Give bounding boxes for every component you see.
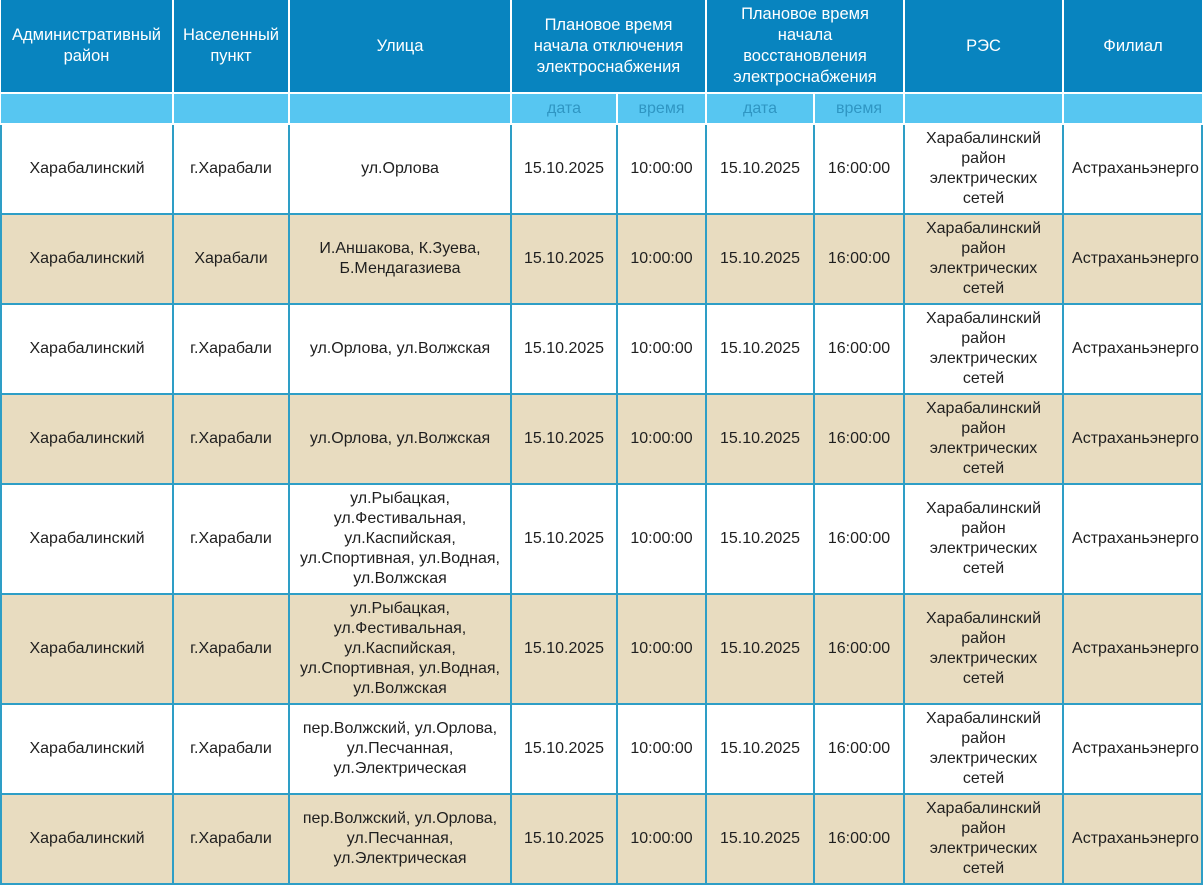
col-header-res: РЭС [904,0,1063,93]
cell-restore-date: 15.10.2025 [706,484,814,594]
cell-outage-time: 10:00:00 [617,214,706,304]
cell-admin-district: Харабалинский [1,124,173,214]
cell-admin-district: Харабалинский [1,484,173,594]
cell-restore-date: 15.10.2025 [706,394,814,484]
subheader-spacer-res [904,93,1063,124]
cell-street: ул.Рыбацкая, ул.Фестивальная, ул.Каспийская, ул.Спортивная, ул.Водная, ул.Волжская [289,594,511,704]
cell-restore-date: 15.10.2025 [706,124,814,214]
cell-restore-time: 16:00:00 [814,704,904,794]
cell-settlement: Харабали [173,214,289,304]
cell-restore-date: 15.10.2025 [706,794,814,884]
cell-branch: Астраханьэнерго [1063,594,1202,704]
cell-street: ул.Орлова, ул.Волжская [289,394,511,484]
col-header-branch: Филиал [1063,0,1202,93]
cell-res: Харабалинский район электрических сетей [904,704,1063,794]
cell-outage-time: 10:00:00 [617,594,706,704]
cell-outage-date: 15.10.2025 [511,124,617,214]
cell-admin-district: Харабалинский [1,304,173,394]
cell-restore-date: 15.10.2025 [706,214,814,304]
cell-settlement: г.Харабали [173,704,289,794]
cell-restore-date: 15.10.2025 [706,594,814,704]
cell-outage-date: 15.10.2025 [511,704,617,794]
subheader-spacer-settlement [173,93,289,124]
header-row-sub [1,93,1202,124]
cell-res: Харабалинский район электрических сетей [904,304,1063,394]
cell-res: Харабалинский район электрических сетей [904,794,1063,884]
cell-street: ул.Рыбацкая, ул.Фестивальная, ул.Каспийская, ул.Спортивная, ул.Водная, ул.Волжская [289,484,511,594]
table-row [1,594,1202,704]
cell-outage-date: 15.10.2025 [511,484,617,594]
cell-branch: Астраханьэнерго [1063,214,1202,304]
cell-restore-time: 16:00:00 [814,124,904,214]
cell-outage-time: 10:00:00 [617,484,706,594]
cell-restore-time: 16:00:00 [814,594,904,704]
cell-outage-time: 10:00:00 [617,794,706,884]
cell-settlement: г.Харабали [173,594,289,704]
cell-street: И.Аншакова, К.Зуева, Б.Мендагазиева [289,214,511,304]
cell-outage-date: 15.10.2025 [511,594,617,704]
subheader-spacer-admin [1,93,173,124]
cell-admin-district: Харабалинский [1,794,173,884]
col-header-admin-district: Административный район [1,0,173,93]
subheader-spacer-branch [1063,93,1202,124]
subheader-restore-date: дата [706,93,814,124]
cell-res: Харабалинский район электрических сетей [904,124,1063,214]
cell-restore-time: 16:00:00 [814,794,904,884]
cell-settlement: г.Харабали [173,124,289,214]
cell-branch: Астраханьэнерго [1063,124,1202,214]
col-header-outage-start: Плановое время начала отключения электроснабжения [511,0,706,93]
table-row [1,794,1202,884]
cell-outage-time: 10:00:00 [617,394,706,484]
col-header-settlement: Населенный пункт [173,0,289,93]
subheader-outage-date: дата [511,93,617,124]
cell-outage-date: 15.10.2025 [511,214,617,304]
cell-street: пер.Волжский, ул.Орлова, ул.Песчанная, ул.Электрическая [289,704,511,794]
cell-restore-time: 16:00:00 [814,484,904,594]
table-row [1,124,1202,214]
cell-street: ул.Орлова, ул.Волжская [289,304,511,394]
col-header-street: Улица [289,0,511,93]
cell-admin-district: Харабалинский [1,214,173,304]
cell-admin-district: Харабалинский [1,594,173,704]
table-row [1,704,1202,794]
cell-admin-district: Харабалинский [1,394,173,484]
cell-restore-date: 15.10.2025 [706,704,814,794]
cell-outage-date: 15.10.2025 [511,304,617,394]
cell-settlement: г.Харабали [173,484,289,594]
cell-restore-time: 16:00:00 [814,214,904,304]
cell-outage-time: 10:00:00 [617,124,706,214]
cell-settlement: г.Харабали [173,794,289,884]
table-row [1,394,1202,484]
cell-restore-time: 16:00:00 [814,304,904,394]
cell-branch: Астраханьэнерго [1063,304,1202,394]
subheader-spacer-street [289,93,511,124]
cell-branch: Астраханьэнерго [1063,794,1202,884]
cell-settlement: г.Харабали [173,394,289,484]
table-header [1,0,1202,124]
col-header-restore-start: Плановое время начала восстановления электроснабжения [706,0,904,93]
cell-res: Харабалинский район электрических сетей [904,484,1063,594]
cell-outage-time: 10:00:00 [617,704,706,794]
cell-res: Харабалинский район электрических сетей [904,594,1063,704]
cell-admin-district: Харабалинский [1,704,173,794]
cell-outage-time: 10:00:00 [617,304,706,394]
cell-street: пер.Волжский, ул.Орлова, ул.Песчанная, ул.Электрическая [289,794,511,884]
subheader-restore-time: время [814,93,904,124]
table-row [1,214,1202,304]
cell-outage-date: 15.10.2025 [511,394,617,484]
cell-res: Харабалинский район электрических сетей [904,394,1063,484]
cell-res: Харабалинский район электрических сетей [904,214,1063,304]
table-body [1,124,1202,884]
cell-branch: Астраханьэнерго [1063,704,1202,794]
cell-outage-date: 15.10.2025 [511,794,617,884]
cell-restore-time: 16:00:00 [814,394,904,484]
cell-settlement: г.Харабали [173,304,289,394]
cell-street: ул.Орлова [289,124,511,214]
header-row-main [1,0,1202,93]
table-row [1,484,1202,594]
cell-restore-date: 15.10.2025 [706,304,814,394]
table-row [1,304,1202,394]
subheader-outage-time: время [617,93,706,124]
cell-branch: Астраханьэнерго [1063,484,1202,594]
cell-branch: Астраханьэнерго [1063,394,1202,484]
